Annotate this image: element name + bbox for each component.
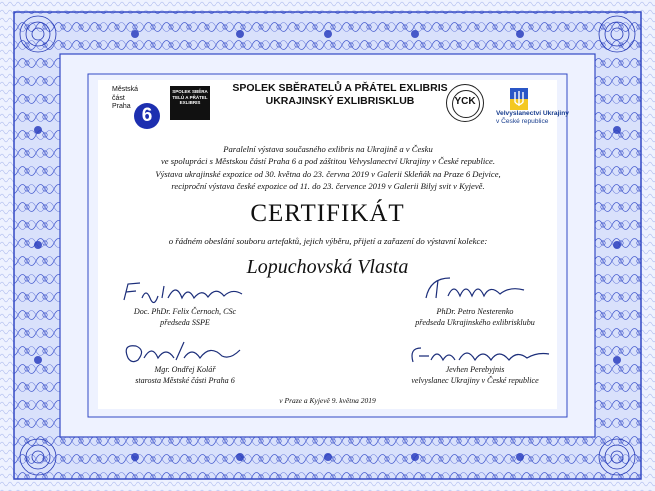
signatory-nesterenko-role: předseda Ukrajinského exlibrisklubu [415, 318, 535, 327]
intro-line-2: ve spolupráci s Městskou částí Praha 6 a pod záštitou Velvyslanectví Ukrajiny v České republice. [160, 156, 496, 167]
signatory-cernoch-role: předseda SSPE [160, 318, 210, 327]
signatory-kolar-role: starosta Městské části Praha 6 [135, 376, 235, 385]
praha6-number: 6 [141, 105, 153, 126]
signatory-perebyjnis-name: Jevhen Perebyjnis [445, 365, 505, 374]
ssexl-logo-text: SPOLEK SBĚRATELŮ A PŘÁTEL EXLIBRIS [172, 89, 208, 105]
certificate-subtitle: o řádném obeslání souboru artefaktů, jejich výběru, přijetí a zařazení do výstavní kolekce: [168, 236, 488, 246]
praha-line-1: Městská [112, 86, 139, 93]
praha6-logo [112, 86, 162, 132]
recipient-name: Lopuchovská Vlasta [246, 256, 409, 278]
signatory-nesterenko [395, 306, 555, 328]
signatory-kolar [110, 364, 260, 386]
ssexl-logo [170, 86, 210, 120]
embassy-line-2: v České republice [496, 118, 549, 126]
organization-title [210, 82, 470, 108]
signatory-cernoch-name: Doc. PhDr. Felix Černoch, CSc [133, 307, 237, 316]
ukraine-trident-icon [510, 88, 528, 110]
intro-line-4: reciproční výstava české expozice od 11. do 23. července 2019 v Galerii Bilyj svit v Kyjevě. [171, 181, 485, 192]
signatory-nesterenko-name: PhDr. Petro Nesterenko [436, 307, 514, 316]
praha6-number-badge [134, 103, 160, 129]
yck-seal-text: YCK [454, 96, 476, 107]
signature-nesterenko [420, 272, 530, 304]
certificate-title: CERTIFIKÁT [250, 200, 405, 227]
intro-line-1: Paralelní výstava současného exlibris na Ukrajině a v Česku [223, 144, 433, 154]
signature-cernoch [116, 278, 256, 308]
embassy-line-1: Velvyslanectví Ukrajiny [496, 110, 569, 117]
praha-line-3: Praha [112, 103, 131, 110]
signatory-kolar-name: Mgr. Ondřej Kolář [154, 365, 216, 374]
signatory-perebyjnis [395, 364, 555, 386]
organization-line-2: UKRAJINSKÝ EXLIBRISKLUB [265, 95, 415, 107]
signatory-cernoch [110, 306, 260, 328]
yck-seal [446, 84, 484, 122]
organization-line-1: SPOLEK SBĚRATELŮ A PŘÁTEL EXLIBRIS [232, 82, 448, 94]
intro-line-3: Výstava ukrajinské expozice od 30. května do 23. června 2019 v Galerii Skleňák na Praze 6 Dejvice, [155, 168, 501, 179]
place-and-date: v Praze a Kyjevě 9. května 2019 [279, 396, 376, 405]
signatory-perebyjnis-role: velvyslanec Ukrajiny v České republice [411, 376, 539, 385]
exhibition-description [110, 143, 546, 193]
praha-line-2: část [112, 94, 125, 102]
ukraine-embassy-logo [496, 88, 586, 128]
